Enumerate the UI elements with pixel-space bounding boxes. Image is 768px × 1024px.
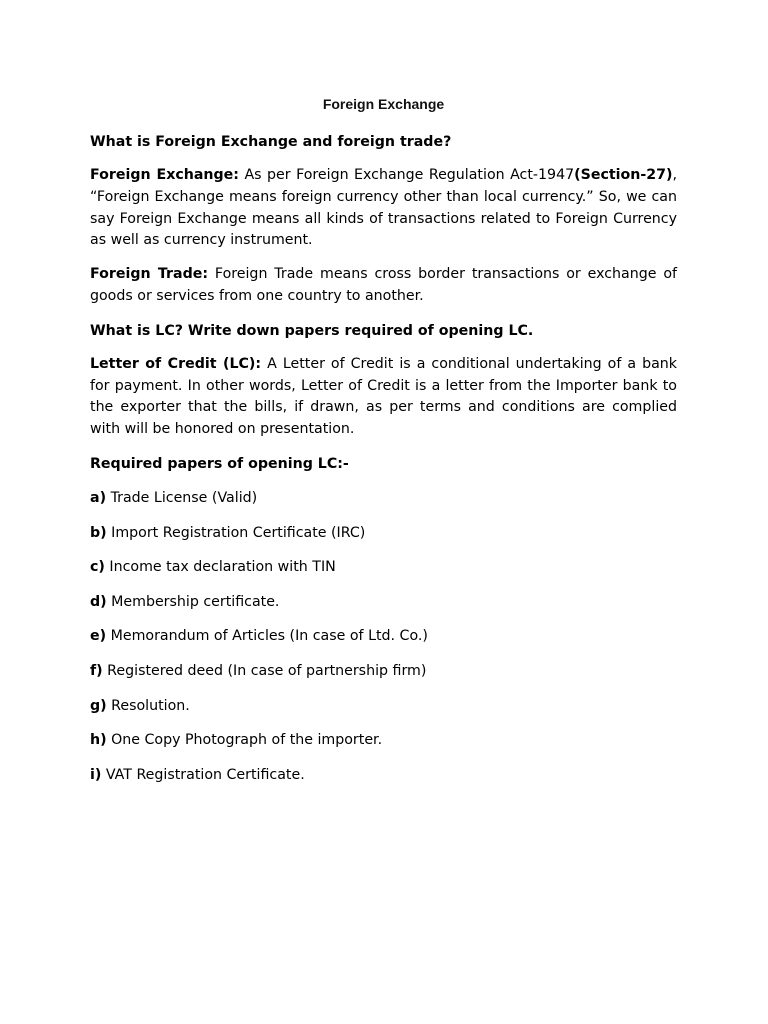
fx-text-part1: As per Foreign Exchange Regulation Act-1947	[238, 167, 575, 183]
list-marker: g)	[90, 697, 107, 714]
list-item	[90, 591, 677, 613]
list-marker: e)	[90, 628, 107, 645]
question-foreign-exchange: What is Foreign Exchange and foreign trade?	[90, 134, 452, 150]
term-foreign-exchange: Foreign Exchange:	[90, 167, 239, 183]
list-marker: i)	[90, 766, 102, 783]
list-item-text: Import Registration Certificate (IRC)	[106, 524, 366, 541]
paragraph-letter-of-credit	[90, 354, 677, 441]
paragraph-foreign-trade	[90, 264, 677, 308]
ft-text: Foreign Trade means cross border transactions or exchange of goods or services from one country to another.	[90, 266, 678, 304]
list-item-text: One Copy Photograph of the importer.	[106, 732, 383, 749]
list-item	[90, 695, 677, 717]
list-item	[90, 522, 677, 544]
list-marker: d)	[90, 593, 107, 610]
lc-text: A Letter of Credit is a conditional undertaking of a bank for payment. In other words, Letter of Credit is a letter from the Importer bank to the exporter that the bills, if drawn, as per terms and conditions are complied with will be honored on presentation.	[90, 355, 677, 438]
list-marker: c)	[90, 559, 105, 576]
list-item-text: Income tax declaration with TIN	[104, 559, 336, 576]
term-letter-of-credit: Letter of Credit (LC):	[90, 355, 262, 372]
required-papers-heading: Required papers of opening LC:-	[90, 455, 349, 472]
list-item-text: Resolution.	[106, 697, 190, 714]
list-marker: a)	[90, 489, 107, 506]
list-marker: b)	[90, 524, 107, 541]
document-body	[90, 94, 677, 798]
required-papers-list	[90, 487, 677, 786]
list-item-text: Membership certificate.	[106, 593, 280, 610]
list-item	[90, 625, 677, 647]
list-item	[90, 556, 677, 578]
list-marker: f)	[90, 662, 103, 679]
list-item-text: Registered deed (In case of partnership firm)	[102, 662, 427, 679]
paragraph-foreign-exchange	[90, 165, 677, 252]
list-marker: h)	[90, 732, 107, 749]
list-item	[90, 764, 677, 786]
list-item	[90, 660, 677, 682]
question-letter-of-credit: What is LC? Write down papers required of opening LC.	[90, 322, 534, 339]
fx-text-part2: , “Foreign Exchange means foreign currency other than local currency.” So, we can say Foreign Exchange means all kinds of transactions related to Foreign Currency as well as currency instrument.	[90, 167, 677, 249]
term-foreign-trade: Foreign Trade:	[90, 266, 209, 283]
fx-section-ref: (Section-27)	[574, 167, 673, 183]
list-item	[90, 729, 677, 751]
list-item	[90, 487, 677, 509]
list-item-text: Memorandum of Articles (In case of Ltd. Co.)	[106, 628, 428, 645]
list-item-text: VAT Registration Certificate.	[101, 766, 305, 783]
list-item-text: Trade License (Valid)	[106, 489, 258, 506]
document-title: Foreign Exchange	[322, 96, 445, 112]
